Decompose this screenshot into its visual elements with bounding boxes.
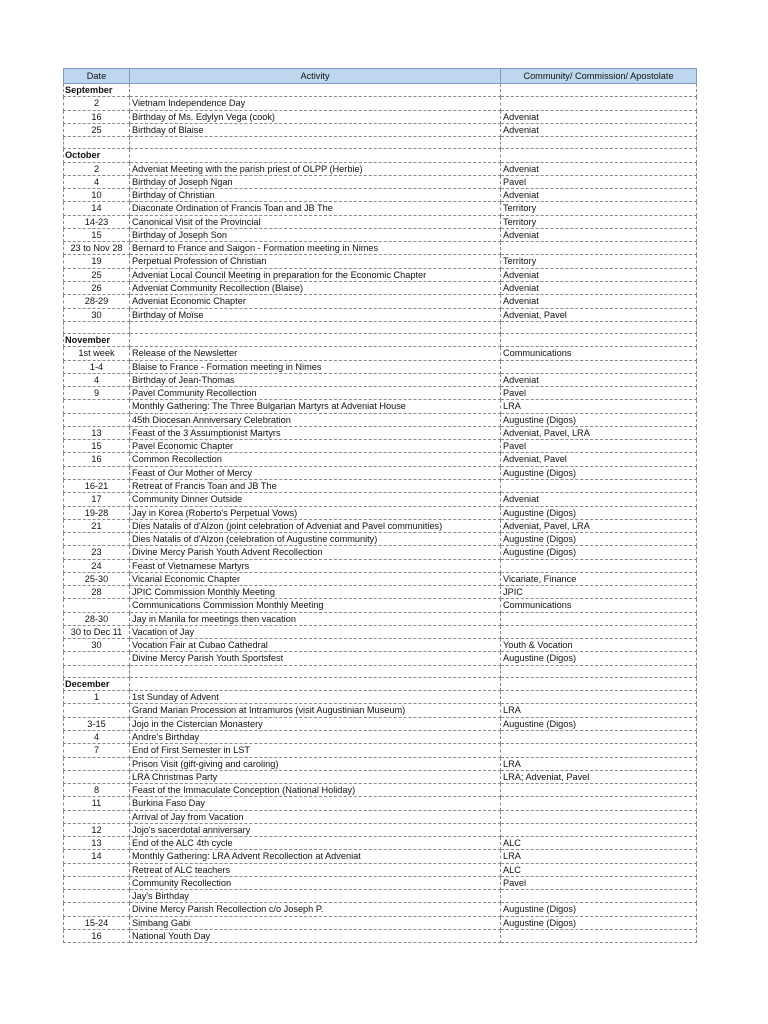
community-cell: Pavel	[501, 175, 697, 188]
date-cell	[64, 770, 130, 783]
activity-cell: Jay's Birthday	[130, 890, 501, 903]
table-row	[64, 308, 697, 321]
date-cell: 3-15	[64, 717, 130, 730]
community-cell: Territory	[501, 255, 697, 268]
date-cell: 19-28	[64, 506, 130, 519]
date-cell: 4	[64, 175, 130, 188]
activity-cell: Birthday of Joseph Son	[130, 228, 501, 241]
date-cell: 28	[64, 586, 130, 599]
date-cell: 8	[64, 784, 130, 797]
date-cell: 16	[64, 453, 130, 466]
table-row	[64, 903, 697, 916]
community-cell	[501, 360, 697, 373]
activity-cell: Adveniat Local Council Meeting in preparation for the Economic Chapter	[130, 268, 501, 281]
table-row	[64, 373, 697, 386]
empty-cell	[501, 137, 697, 149]
date-cell	[64, 466, 130, 479]
table-row	[64, 784, 697, 797]
table-row	[64, 281, 697, 294]
activity-cell: Canonical Visit of the Provincial	[130, 215, 501, 228]
table-row	[64, 704, 697, 717]
community-cell: Adveniat, Pavel	[501, 308, 697, 321]
community-cell: JPIC	[501, 586, 697, 599]
date-cell: 28-29	[64, 295, 130, 308]
activity-cell: Jay in Manila for meetings then vacation	[130, 612, 501, 625]
date-cell: 25	[64, 268, 130, 281]
activity-cell: Perpetual Profession of Christian	[130, 255, 501, 268]
date-cell	[64, 757, 130, 770]
table-row	[64, 625, 697, 638]
table-row	[64, 110, 697, 123]
activity-cell: Dies Natalis of d'Alzon (celebration of Augustine community)	[130, 533, 501, 546]
table-row	[64, 691, 697, 704]
table-row	[64, 652, 697, 665]
table-row	[64, 268, 697, 281]
activity-cell: Retreat of ALC teachers	[130, 863, 501, 876]
date-cell	[64, 599, 130, 612]
header-activity: Activity	[130, 69, 501, 84]
activity-cell: Communications Commission Monthly Meeting	[130, 599, 501, 612]
community-cell: Adveniat	[501, 123, 697, 136]
community-cell: Adveniat	[501, 493, 697, 506]
community-cell	[501, 242, 697, 255]
community-cell: Vicariate, Finance	[501, 572, 697, 585]
activity-cell: Adveniat Community Recollection (Blaise)	[130, 281, 501, 294]
date-cell-empty	[130, 149, 501, 162]
date-cell: 13	[64, 426, 130, 439]
community-cell	[501, 97, 697, 110]
date-cell	[64, 863, 130, 876]
date-cell-empty	[130, 84, 501, 97]
date-cell: 9	[64, 387, 130, 400]
date-cell	[64, 810, 130, 823]
activity-cell: Divine Mercy Parish Youth Advent Recollection	[130, 546, 501, 559]
community-cell: Adveniat	[501, 110, 697, 123]
date-cell: 15-24	[64, 916, 130, 929]
community-cell: Pavel	[501, 440, 697, 453]
community-cell	[501, 612, 697, 625]
table-row	[64, 493, 697, 506]
date-cell	[64, 704, 130, 717]
activity-cell: Feast of the 3 Assumptionist Martyrs	[130, 426, 501, 439]
table-row	[64, 559, 697, 572]
table-row	[64, 810, 697, 823]
month-label: September	[64, 84, 130, 97]
empty-cell	[501, 321, 697, 333]
activity-cell: Community Dinner Outside	[130, 493, 501, 506]
date-cell: 14	[64, 850, 130, 863]
community-cell: Communications	[501, 347, 697, 360]
activity-cell: Prison Visit (gift-giving and caroling)	[130, 757, 501, 770]
table-row	[64, 823, 697, 836]
table-row	[64, 360, 697, 373]
activity-cell: Vocation Fair at Cubao Cathedral	[130, 639, 501, 652]
table-row	[64, 890, 697, 903]
community-cell: Adveniat	[501, 295, 697, 308]
date-cell: 11	[64, 797, 130, 810]
activity-cell: Dies Natalis of d'Alzon (joint celebration of Adveniat and Pavel communities)	[130, 519, 501, 532]
community-cell: Adveniat, Pavel	[501, 453, 697, 466]
table-row	[64, 533, 697, 546]
table-row	[64, 242, 697, 255]
date-cell: 4	[64, 731, 130, 744]
table-row	[64, 612, 697, 625]
table-row	[64, 797, 697, 810]
table-row	[64, 599, 697, 612]
month-label: December	[64, 677, 130, 690]
community-cell	[501, 930, 697, 943]
community-cell	[501, 823, 697, 836]
date-cell: 1st week	[64, 347, 130, 360]
activity-cell: Burkina Faso Day	[130, 797, 501, 810]
table-row	[64, 757, 697, 770]
table-row	[64, 519, 697, 532]
date-cell: 15	[64, 228, 130, 241]
community-cell: ALC	[501, 837, 697, 850]
activity-cell: Feast of the Immaculate Conception (National Holiday)	[130, 784, 501, 797]
community-cell: Adveniat	[501, 373, 697, 386]
date-cell	[64, 876, 130, 889]
date-cell	[64, 533, 130, 546]
community-cell: Augustine (Digos)	[501, 506, 697, 519]
community-cell	[501, 559, 697, 572]
activity-cell: End of the ALC 4th cycle	[130, 837, 501, 850]
activity-cell: Birthday of Moïse	[130, 308, 501, 321]
date-cell: 25-30	[64, 572, 130, 585]
activity-cell: Birthday of Blaise	[130, 123, 501, 136]
community-cell: LRA; Adveniat, Pavel	[501, 770, 697, 783]
date-cell-empty	[130, 334, 501, 347]
community-cell: Adveniat	[501, 189, 697, 202]
date-cell: 30	[64, 308, 130, 321]
activity-cell: Birthday of Joseph Ngan	[130, 175, 501, 188]
table-row	[64, 586, 697, 599]
table-row	[64, 189, 697, 202]
community-cell: Augustine (Digos)	[501, 717, 697, 730]
activity-cell: Monthly Gathering: LRA Advent Recollection at Adveniat	[130, 850, 501, 863]
blank-row	[64, 665, 697, 677]
activity-cell: Community Recollection	[130, 876, 501, 889]
community-cell	[501, 691, 697, 704]
activity-cell: Jojo's sacerdotal anniversary	[130, 823, 501, 836]
activity-cell: Birthday of Christian	[130, 189, 501, 202]
community-cell	[501, 479, 697, 492]
date-cell: 25	[64, 123, 130, 136]
activity-cell: LRA Christmas Party	[130, 770, 501, 783]
table-row	[64, 731, 697, 744]
date-cell: 16	[64, 110, 130, 123]
date-cell: 4	[64, 373, 130, 386]
date-cell: 30	[64, 639, 130, 652]
activity-cell: 45th Diocesan Anniversary Celebration	[130, 413, 501, 426]
activity-cell: Feast of Vietnamese Martyrs	[130, 559, 501, 572]
community-cell: LRA	[501, 400, 697, 413]
date-cell: 13	[64, 837, 130, 850]
community-cell: Pavel	[501, 387, 697, 400]
table-row	[64, 400, 697, 413]
date-cell: 10	[64, 189, 130, 202]
date-cell: 16-21	[64, 479, 130, 492]
community-cell: Augustine (Digos)	[501, 903, 697, 916]
activity-cell: Feast of Our Mother of Mercy	[130, 466, 501, 479]
table-row	[64, 572, 697, 585]
date-cell: 23 to Nov 28	[64, 242, 130, 255]
activity-cell: Birthday of Jean-Thomas	[130, 373, 501, 386]
date-cell: 24	[64, 559, 130, 572]
table-row	[64, 387, 697, 400]
table-row	[64, 930, 697, 943]
activity-cell: Jay in Korea (Roberto's Perpetual Vows)	[130, 506, 501, 519]
date-cell: 19	[64, 255, 130, 268]
activity-cell: Vacation of Jay	[130, 625, 501, 638]
community-cell: Adveniat	[501, 268, 697, 281]
table-row	[64, 228, 697, 241]
activity-cell: Retreat of Francis Toan and JB The	[130, 479, 501, 492]
table-row	[64, 639, 697, 652]
table-row	[64, 347, 697, 360]
month-row	[64, 334, 697, 347]
community-cell	[501, 890, 697, 903]
community-cell: Augustine (Digos)	[501, 652, 697, 665]
date-cell: 23	[64, 546, 130, 559]
activity-cell: Adveniat Meeting with the parish priest of OLPP (Herbie)	[130, 162, 501, 175]
community-cell: Adveniat	[501, 162, 697, 175]
schedule-table	[63, 68, 697, 943]
activity-cell: Divine Mercy Parish Youth Sportsfest	[130, 652, 501, 665]
community-cell-empty	[501, 149, 697, 162]
activity-cell: 1st Sunday of Advent	[130, 691, 501, 704]
empty-cell	[130, 321, 501, 333]
community-cell	[501, 784, 697, 797]
table-row	[64, 255, 697, 268]
empty-cell	[130, 137, 501, 149]
community-cell: Adveniat, Pavel, LRA	[501, 426, 697, 439]
date-cell: 26	[64, 281, 130, 294]
activity-cell: Andre's Birthday	[130, 731, 501, 744]
table-row	[64, 837, 697, 850]
date-cell-empty	[130, 677, 501, 690]
community-cell: LRA	[501, 757, 697, 770]
activity-cell: Vicarial Economic Chapter	[130, 572, 501, 585]
community-cell: Augustine (Digos)	[501, 466, 697, 479]
header-community: Community/ Commission/ Apostolate	[501, 69, 697, 84]
table-row	[64, 744, 697, 757]
table-row	[64, 479, 697, 492]
table-row	[64, 202, 697, 215]
empty-cell	[130, 665, 501, 677]
community-cell: Adveniat	[501, 281, 697, 294]
community-cell	[501, 797, 697, 810]
table-row	[64, 97, 697, 110]
activity-cell: Adveniat Economic Chapter	[130, 295, 501, 308]
date-cell: 1	[64, 691, 130, 704]
community-cell: Augustine (Digos)	[501, 533, 697, 546]
date-cell: 30 to Dec 11	[64, 625, 130, 638]
community-cell	[501, 625, 697, 638]
community-cell: Territory	[501, 202, 697, 215]
activity-cell: Bernard to France and Saigon - Formation meeting in Nimes	[130, 242, 501, 255]
table-row	[64, 413, 697, 426]
date-cell: 21	[64, 519, 130, 532]
empty-cell	[64, 321, 130, 333]
date-cell	[64, 652, 130, 665]
community-cell: Augustine (Digos)	[501, 546, 697, 559]
date-cell: 28-30	[64, 612, 130, 625]
date-cell	[64, 903, 130, 916]
community-cell: Communications	[501, 599, 697, 612]
activity-cell: Simbang Gabi	[130, 916, 501, 929]
table-row	[64, 453, 697, 466]
month-label: October	[64, 149, 130, 162]
table-row	[64, 295, 697, 308]
activity-cell: Pavel Economic Chapter	[130, 440, 501, 453]
activity-cell: Release of the Newsletter	[130, 347, 501, 360]
activity-cell: End of First Semester in LST	[130, 744, 501, 757]
header-date: Date	[64, 69, 130, 84]
empty-cell	[501, 665, 697, 677]
blank-row	[64, 321, 697, 333]
table-row	[64, 546, 697, 559]
community-cell: LRA	[501, 704, 697, 717]
activity-cell: Monthly Gathering: The Three Bulgarian Martyrs at Adveniat House	[130, 400, 501, 413]
month-row	[64, 84, 697, 97]
community-cell: Territory	[501, 215, 697, 228]
activity-cell: Common Recollection	[130, 453, 501, 466]
community-cell	[501, 810, 697, 823]
community-cell: Adveniat, Pavel, LRA	[501, 519, 697, 532]
table-row	[64, 850, 697, 863]
community-cell-empty	[501, 677, 697, 690]
community-cell: Youth & Vocation	[501, 639, 697, 652]
blank-row	[64, 137, 697, 149]
month-row	[64, 149, 697, 162]
community-cell: Pavel	[501, 876, 697, 889]
activity-cell: Jojo in the Cistercian Monastery	[130, 717, 501, 730]
date-cell: 17	[64, 493, 130, 506]
activity-cell: Diaconate Ordination of Francis Toan and JB The	[130, 202, 501, 215]
header-row	[64, 69, 697, 84]
table-row	[64, 863, 697, 876]
table-row	[64, 123, 697, 136]
activity-cell: Grand Marian Procession at Intramuros (visit Augustinian Museum)	[130, 704, 501, 717]
activity-cell: Birthday of Ms. Edylyn Vega (cook)	[130, 110, 501, 123]
community-cell: Adveniat	[501, 228, 697, 241]
activity-cell: Divine Mercy Parish Recollection c/o Joseph P.	[130, 903, 501, 916]
month-label: November	[64, 334, 130, 347]
activity-cell: JPIC Commission Monthly Meeting	[130, 586, 501, 599]
activity-cell: Blaise to France - Formation meeting in Nimes	[130, 360, 501, 373]
empty-cell	[64, 665, 130, 677]
date-cell: 2	[64, 97, 130, 110]
community-cell	[501, 731, 697, 744]
community-cell: LRA	[501, 850, 697, 863]
table-row	[64, 876, 697, 889]
date-cell: 7	[64, 744, 130, 757]
community-cell: Augustine (Digos)	[501, 916, 697, 929]
activity-cell: Arrival of Jay from Vacation	[130, 810, 501, 823]
month-row	[64, 677, 697, 690]
date-cell: 15	[64, 440, 130, 453]
date-cell: 1-4	[64, 360, 130, 373]
date-cell	[64, 413, 130, 426]
community-cell: Augustine (Digos)	[501, 413, 697, 426]
community-cell-empty	[501, 334, 697, 347]
activity-cell: Pavel Community Recollection	[130, 387, 501, 400]
community-cell: ALC	[501, 863, 697, 876]
table-row	[64, 770, 697, 783]
spreadsheet	[63, 68, 696, 943]
date-cell: 16	[64, 930, 130, 943]
empty-cell	[64, 137, 130, 149]
community-cell	[501, 744, 697, 757]
date-cell: 14	[64, 202, 130, 215]
table-row	[64, 162, 697, 175]
community-cell-empty	[501, 84, 697, 97]
activity-cell: Vietnam Independence Day	[130, 97, 501, 110]
date-cell	[64, 890, 130, 903]
date-cell: 2	[64, 162, 130, 175]
table-row	[64, 440, 697, 453]
table-row	[64, 916, 697, 929]
table-row	[64, 426, 697, 439]
table-body	[64, 84, 697, 943]
table-row	[64, 215, 697, 228]
table-row	[64, 717, 697, 730]
table-row	[64, 175, 697, 188]
date-cell	[64, 400, 130, 413]
table-row	[64, 466, 697, 479]
date-cell: 12	[64, 823, 130, 836]
table-row	[64, 506, 697, 519]
date-cell: 14-23	[64, 215, 130, 228]
activity-cell: National Youth Day	[130, 930, 501, 943]
